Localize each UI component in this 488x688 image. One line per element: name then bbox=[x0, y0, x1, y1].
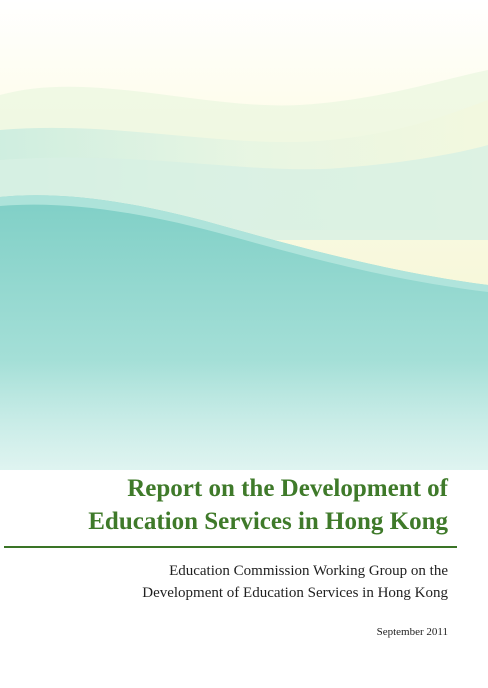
report-title-line-2: Education Services in Hong Kong bbox=[88, 508, 448, 535]
title-divider-rule bbox=[4, 546, 457, 548]
working-group-line-1: Education Commission Working Group on the bbox=[169, 563, 448, 579]
publication-date: September 2011 bbox=[376, 626, 448, 638]
working-group-name bbox=[28, 560, 448, 604]
working-group-line-2: Development of Education Services in Hong Kong bbox=[142, 585, 448, 601]
report-title bbox=[28, 472, 448, 538]
report-title-line-1: Report on the Development of bbox=[127, 475, 448, 502]
